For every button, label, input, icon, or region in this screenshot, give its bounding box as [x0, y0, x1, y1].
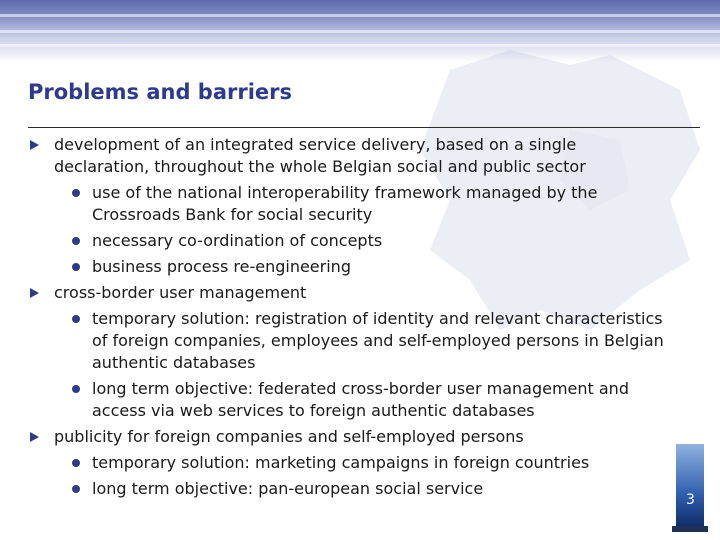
list-subitem: [0, 182, 672, 226]
round-bullet-icon: [72, 263, 80, 271]
round-bullet-icon: [72, 237, 80, 245]
bullet-text: cross-border user management: [54, 283, 307, 302]
triangle-arrow-icon: [30, 432, 39, 442]
bullet-list: [0, 134, 720, 504]
bullet-text: development of an integrated service delivery, based on a single declaration, throughout the whole Belgian social and public sector: [54, 135, 586, 176]
slide-title: Problems and barriers: [28, 80, 293, 104]
list-item: [0, 282, 674, 304]
page-number-badge: [672, 440, 710, 534]
list-subitem: [0, 478, 672, 500]
list-subitem: [0, 230, 672, 252]
title-divider: [28, 127, 700, 128]
list-item: [0, 134, 674, 178]
round-bullet-icon: [72, 189, 80, 197]
list-subitem: [0, 452, 672, 474]
subbullet-text: use of the national interoperability framework managed by the Crossroads Bank for social security: [92, 183, 598, 224]
triangle-arrow-icon: [30, 140, 39, 150]
page-number: 3: [686, 492, 695, 508]
round-bullet-icon: [72, 459, 80, 467]
bullet-text: publicity for foreign companies and self-employed persons: [54, 427, 524, 446]
subbullet-text: temporary solution: marketing campaigns in foreign countries: [92, 453, 590, 472]
subbullet-text: temporary solution: registration of identity and relevant characteristics of foreign companies, employees and self-employed persons in Belgian authentic databases: [92, 309, 664, 372]
list-subitem: [0, 308, 672, 374]
banner-stripe: [0, 14, 720, 17]
round-bullet-icon: [72, 485, 80, 493]
round-bullet-icon: [72, 385, 80, 393]
round-bullet-icon: [72, 315, 80, 323]
list-item: [0, 426, 674, 448]
subbullet-text: business process re-engineering: [92, 257, 351, 276]
triangle-arrow-icon: [30, 288, 39, 298]
subbullet-text: long term objective: pan-european social service: [92, 479, 484, 498]
list-subitem: [0, 256, 672, 278]
subbullet-text: necessary co-ordination of concepts: [92, 231, 383, 250]
subbullet-text: long term objective: federated cross-border user management and access via web services to foreign authentic databases: [92, 379, 629, 420]
list-subitem: [0, 378, 672, 422]
